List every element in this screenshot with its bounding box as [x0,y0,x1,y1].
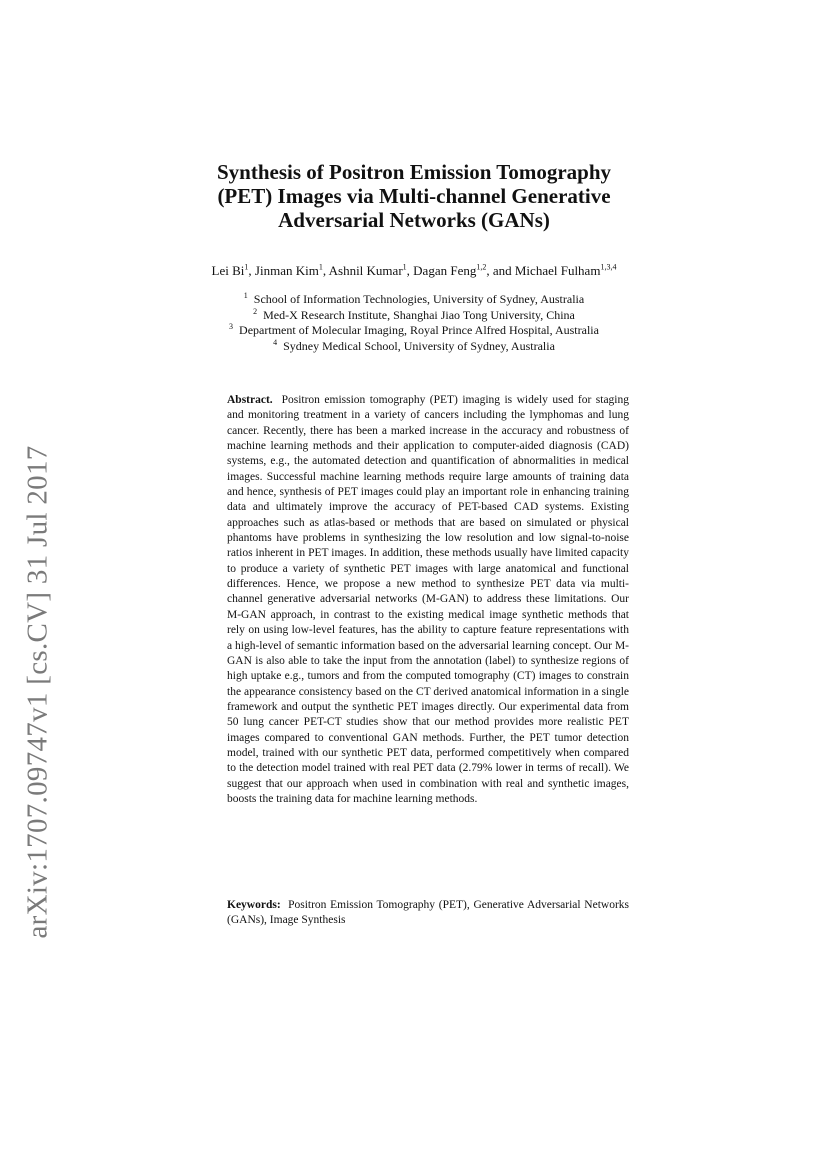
keywords [227,898,629,929]
author-name: Jinman Kim [254,263,319,278]
affiliation-mark: 3 [229,322,234,331]
author-separator: , and [486,263,515,278]
author-list [0,263,828,279]
arxiv-identifier-stamp: arXiv:1707.09747v1 [cs.CV] 31 Jul 2017 [21,445,54,939]
author-affiliation-mark: 1,2 [476,262,487,272]
affiliation-line [0,339,828,355]
title-line: Synthesis of Positron Emission Tomography [216,160,612,184]
author-name: Ashnil Kumar [328,263,403,278]
affiliation-mark: 1 [243,291,248,300]
affiliation-mark: 4 [273,337,278,347]
author-affiliation-mark: 1 [244,262,249,272]
affiliation-text: Med-X Research Institute, Shanghai Jiao Tong University, China [263,307,575,322]
author-name: Lei Bi [211,263,245,278]
affiliation-line [0,292,828,308]
author-separator: , [248,263,255,278]
title-line: (PET) Images via Multi-channel Generative [217,184,611,208]
title-line: Adversarial Networks (GANs) [278,208,550,232]
author-affiliation-mark: 1 [318,262,323,272]
affiliation-line [0,323,828,339]
paper-title [0,160,828,232]
abstract-label: Abstract. [227,394,273,406]
author-separator: , [322,263,329,278]
author-separator: , [406,263,414,278]
affiliation-line [0,308,828,324]
author-name: Dagan Feng [413,263,477,278]
author-name: Michael Fulham [514,263,601,278]
keywords-label: Keywords: [227,899,281,911]
abstract [227,393,629,807]
affiliation-text: Sydney Medical School, University of Sydney, Australia [283,338,555,353]
keywords-text: Positron Emission Tomography (PET), Generative Adversarial Networks (GANs), Image Synthesis [227,899,630,927]
affiliation-text: School of Information Technologies, University of Sydney, Australia [253,292,585,306]
abstract-text: Positron emission tomography (PET) imaging is widely used for staging and monitoring treatment in a variety of cancers including the lymphomas and lung cancer. Recently, there has been a marked increase in the accuracy and robustness of machine learning methods and their application to computer-aided diagnosis (CAD) systems, e.g., the automated detection and quantification of abnormalities in medical images. Successful machine learning methods require large amounts of training data and hence, synthesis of PET images could play an important role in enhancing training data and ultimately improve the accuracy of PET-based CAD systems. Existing approaches such as atlas-based or methods that are based on simulated or physical phantoms have problems in synthesizing the low resolution and low signal-to-noise ratios inherent in PET images. In addition, these methods usually have limited capacity to produce a variety of synthetic PET images with large anatomical and functional differences. Hence, we propose a new method to synthesize PET data via multi-channel generative adversarial networks (M-GAN) to address these limitations. Our M-GAN approach, in contrast to the existing medical image synthetic methods that rely on using low-level features, has the ability to capture feature representations with a high-level of semantic information based on the adversarial learning concept. Our M-GAN is also able to take the input from the annotation (label) to synthesize regions of high uptake e.g., tumors and from the computed tomography (CT) images to constrain the appearance consistency based on the CT derived anatomical information in a single framework and output the synthetic PET images directly. Our experimental data from 50 lung cancer PET-CT studies show that our method provides more realistic PET images compared to conventional GAN methods. Further, the PET tumor detection model, trained with our synthetic PET data, performed competitively when compared to the detection model trained with real PET data (2.79% lower in terms of recall). We suggest that our approach when used in combination with real and synthetic images, boosts the training data for machine learning methods. [227,394,629,805]
author-affiliation-mark: 1,3,4 [600,262,617,272]
affiliation-list [0,292,828,354]
affiliation-mark: 2 [253,306,258,316]
author-affiliation-mark: 1 [402,262,407,272]
affiliation-text: Department of Molecular Imaging, Royal Prince Alfred Hospital, Australia [239,323,599,337]
